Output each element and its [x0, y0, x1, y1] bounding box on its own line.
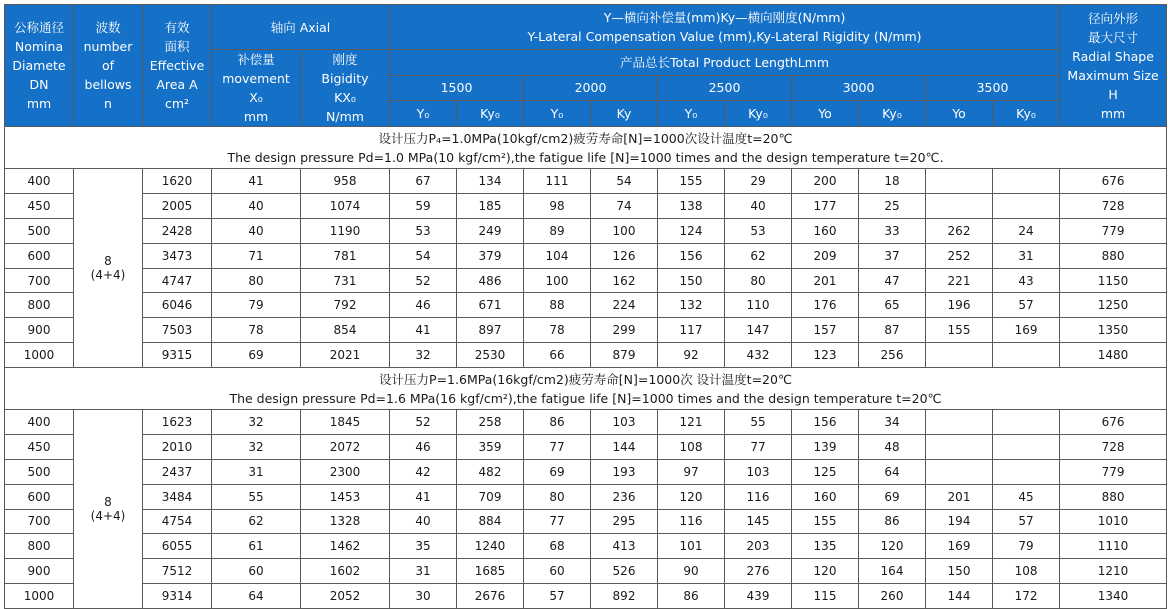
header-area: 有效 面积 Effective Area A cm²: [143, 5, 212, 127]
table-cell: 676: [1060, 410, 1167, 435]
table-cell: 792: [301, 293, 390, 318]
table-cell: 79: [212, 293, 301, 318]
table-cell: 144: [591, 435, 658, 460]
table-cell: 150: [658, 268, 725, 293]
table-cell: 2437: [143, 459, 212, 484]
table-cell: 4747: [143, 268, 212, 293]
section-title-en: The design pressure Pd=1.6 MPa(16 kgf/cm²),the fatigue life [N]=1000 times and the design temperature t=20℃: [229, 390, 942, 406]
table-cell: 55: [212, 484, 301, 509]
table-cell: 1350: [1060, 318, 1167, 343]
table-cell: 2005: [143, 194, 212, 219]
table-cell: 172: [993, 584, 1060, 609]
table-cell: 30: [390, 584, 457, 609]
table-cell: 25: [859, 194, 926, 219]
table-cell: 77: [524, 435, 591, 460]
table-cell: 249: [457, 219, 524, 244]
table-cell: 135: [792, 534, 859, 559]
table-cell: 1328: [301, 509, 390, 534]
table-cell: 79: [993, 534, 1060, 559]
table-cell: 123: [792, 343, 859, 368]
bellows-count-line: (4+4): [90, 268, 126, 283]
table-cell: 67: [390, 169, 457, 194]
header-length-2500: 2500: [658, 75, 792, 101]
table-cell: 124: [658, 219, 725, 244]
table-cell: 1110: [1060, 534, 1167, 559]
table-cell: 486: [457, 268, 524, 293]
table-cell: 120: [859, 534, 926, 559]
table-cell: 54: [591, 169, 658, 194]
table-cell: 897: [457, 318, 524, 343]
table-cell: 2052: [301, 584, 390, 609]
table-cell: 854: [301, 318, 390, 343]
table-cell: 65: [859, 293, 926, 318]
table-cell: 256: [859, 343, 926, 368]
table-cell: 482: [457, 459, 524, 484]
table-cell: 1000: [5, 343, 74, 368]
table-cell: 89: [524, 219, 591, 244]
table-cell: 80: [212, 268, 301, 293]
table-row: [5, 268, 1167, 293]
table-cell: 126: [591, 243, 658, 268]
table-cell: 958: [301, 169, 390, 194]
header-subcol: Yo: [926, 101, 993, 127]
table-cell: 700: [5, 268, 74, 293]
table-cell: 121: [658, 410, 725, 435]
table-cell: 221: [926, 268, 993, 293]
table-row: [5, 169, 1167, 194]
header-axial: 轴向 Axial: [212, 5, 390, 50]
table-cell: 185: [457, 194, 524, 219]
table-cell: 32: [212, 435, 301, 460]
table-cell: [993, 410, 1060, 435]
table-cell: 2676: [457, 584, 524, 609]
table-cell: 90: [658, 559, 725, 584]
table-cell: 100: [591, 219, 658, 244]
table-cell: 1845: [301, 410, 390, 435]
table-cell: 57: [993, 293, 1060, 318]
table-cell: 177: [792, 194, 859, 219]
table-cell: 1074: [301, 194, 390, 219]
table-cell: 450: [5, 435, 74, 460]
table-cell: 86: [658, 584, 725, 609]
table-cell: 196: [926, 293, 993, 318]
table-cell: 781: [301, 243, 390, 268]
table-cell: 71: [212, 243, 301, 268]
table-cell: 40: [212, 219, 301, 244]
table-cell: 194: [926, 509, 993, 534]
section-title-en: The design pressure Pd=1.0 MPa(10 kgf/cm²),the fatigue life [N]=1000 times and the design temperature t=20℃.: [227, 149, 944, 165]
table-cell: [926, 435, 993, 460]
table-cell: 32: [390, 343, 457, 368]
table-cell: 884: [457, 509, 524, 534]
table-cell: 68: [524, 534, 591, 559]
table-cell: 157: [792, 318, 859, 343]
table-cell: 120: [792, 559, 859, 584]
table-cell: 139: [792, 435, 859, 460]
table-cell: 779: [1060, 219, 1167, 244]
table-cell: 155: [926, 318, 993, 343]
table-cell: 62: [725, 243, 792, 268]
header-subcol: Y₀: [524, 101, 591, 127]
table-cell: [926, 343, 993, 368]
table-cell: 60: [212, 559, 301, 584]
table-cell: 176: [792, 293, 859, 318]
header-lateral: Y—横向补偿量(mm)Ky—横向刚度(N/mm) Y-Lateral Compensation Value (mm),Ky-Lateral Rigidity (N/mm): [390, 5, 1060, 50]
table-cell: 236: [591, 484, 658, 509]
table-cell: 439: [725, 584, 792, 609]
header-subcol: Y₀: [390, 101, 457, 127]
table-cell: 134: [457, 169, 524, 194]
section-title-cn: 设计压力P₄=1.0MPa(10kgf/cm2)疲劳寿命[N]=1000次设计温度t=20℃: [378, 130, 793, 146]
table-cell: 80: [524, 484, 591, 509]
bellows-count-line: 8: [104, 254, 112, 269]
table-row: [5, 534, 1167, 559]
header-length-3500: 3500: [926, 75, 1060, 101]
table-cell: 450: [5, 194, 74, 219]
table-body: [5, 127, 1167, 609]
table-cell: 80: [725, 268, 792, 293]
table-cell: 120: [658, 484, 725, 509]
table-cell: 64: [859, 459, 926, 484]
table-cell: 117: [658, 318, 725, 343]
table-cell: 108: [993, 559, 1060, 584]
table-cell: 1340: [1060, 584, 1167, 609]
table-cell: 1000: [5, 584, 74, 609]
table-cell: 40: [390, 509, 457, 534]
table-cell: 77: [725, 435, 792, 460]
table-cell: 201: [926, 484, 993, 509]
table-cell: 2530: [457, 343, 524, 368]
table-cell: 29: [725, 169, 792, 194]
table-cell: 53: [725, 219, 792, 244]
table-cell: 160: [792, 484, 859, 509]
table-cell: 1250: [1060, 293, 1167, 318]
table-cell: 86: [859, 509, 926, 534]
table-cell: 31: [993, 243, 1060, 268]
table-cell: 2010: [143, 435, 212, 460]
header-subcol: Ky₀: [859, 101, 926, 127]
table-cell: 104: [524, 243, 591, 268]
table-cell: 258: [457, 410, 524, 435]
table-cell: 1240: [457, 534, 524, 559]
table-cell: 7503: [143, 318, 212, 343]
bellows-count-line: 8: [104, 495, 112, 510]
table-cell: 276: [725, 559, 792, 584]
section-title-row: [5, 127, 1167, 169]
table-cell: 125: [792, 459, 859, 484]
header-dn: 公称通径 Nomina Diamete DN mm: [5, 5, 74, 127]
table-cell: 87: [859, 318, 926, 343]
table-cell: 54: [390, 243, 457, 268]
table-row: [5, 410, 1167, 435]
table-cell: 59: [390, 194, 457, 219]
table-cell: 111: [524, 169, 591, 194]
table-cell: 132: [658, 293, 725, 318]
table-row: [5, 194, 1167, 219]
table-cell: 1620: [143, 169, 212, 194]
header-length-title: 产品总长Total Product LengthLmm: [390, 50, 1060, 76]
table-cell: 201: [792, 268, 859, 293]
table-cell: 138: [658, 194, 725, 219]
table-cell: 671: [457, 293, 524, 318]
table-cell: [926, 194, 993, 219]
bellows-count-cell: [74, 410, 143, 609]
bellows-count-line: (4+4): [90, 509, 126, 524]
table-cell: 31: [212, 459, 301, 484]
table-cell: 64: [212, 584, 301, 609]
table-cell: 62: [212, 509, 301, 534]
table-row: [5, 584, 1167, 609]
table-cell: 800: [5, 534, 74, 559]
table-row: [5, 219, 1167, 244]
bellows-spec-table: [4, 4, 1167, 609]
table-cell: 66: [524, 343, 591, 368]
table-cell: 9314: [143, 584, 212, 609]
table-cell: 69: [212, 343, 301, 368]
table-cell: 40: [725, 194, 792, 219]
table-cell: 1685: [457, 559, 524, 584]
table-cell: 600: [5, 243, 74, 268]
table-cell: 46: [390, 435, 457, 460]
table-cell: 31: [390, 559, 457, 584]
table-cell: [993, 459, 1060, 484]
table-cell: 2300: [301, 459, 390, 484]
table-cell: 24: [993, 219, 1060, 244]
table-cell: 193: [591, 459, 658, 484]
table-cell: 162: [591, 268, 658, 293]
table-cell: 98: [524, 194, 591, 219]
table-cell: 37: [859, 243, 926, 268]
table-cell: 103: [725, 459, 792, 484]
table-cell: [993, 194, 1060, 219]
table-cell: [993, 169, 1060, 194]
table-cell: 728: [1060, 435, 1167, 460]
table-cell: 600: [5, 484, 74, 509]
table-cell: 41: [390, 484, 457, 509]
table-cell: 40: [212, 194, 301, 219]
table-cell: 150: [926, 559, 993, 584]
table-cell: 299: [591, 318, 658, 343]
table-row: [5, 243, 1167, 268]
table-cell: 800: [5, 293, 74, 318]
table-cell: 2428: [143, 219, 212, 244]
table-cell: 262: [926, 219, 993, 244]
table-cell: 413: [591, 534, 658, 559]
table-cell: 57: [993, 509, 1060, 534]
table-cell: 700: [5, 509, 74, 534]
table-cell: 34: [859, 410, 926, 435]
table-cell: 145: [725, 509, 792, 534]
header-subcol: Ky₀: [457, 101, 524, 127]
table-cell: 1010: [1060, 509, 1167, 534]
table-cell: 116: [658, 509, 725, 534]
header-radial: 径向外形 最大尺寸 Radial Shape Maximum Size H mm: [1060, 5, 1167, 127]
table-cell: 260: [859, 584, 926, 609]
table-cell: 155: [658, 169, 725, 194]
table-cell: 3484: [143, 484, 212, 509]
table-cell: 33: [859, 219, 926, 244]
header-length-3000: 3000: [792, 75, 926, 101]
section-title-row: [5, 367, 1167, 409]
table-cell: 156: [658, 243, 725, 268]
table-cell: 55: [725, 410, 792, 435]
table-cell: 156: [792, 410, 859, 435]
table-cell: 728: [1060, 194, 1167, 219]
table-cell: 35: [390, 534, 457, 559]
table-cell: 18: [859, 169, 926, 194]
header-subcol: Ky: [591, 101, 658, 127]
table-row: [5, 559, 1167, 584]
header-subcol: Ky₀: [993, 101, 1060, 127]
table-cell: 45: [993, 484, 1060, 509]
table-cell: [993, 435, 1060, 460]
table-cell: 7512: [143, 559, 212, 584]
table-cell: 78: [212, 318, 301, 343]
table-cell: 359: [457, 435, 524, 460]
table-cell: [926, 410, 993, 435]
table-cell: [993, 343, 1060, 368]
table-cell: 53: [390, 219, 457, 244]
table-cell: 676: [1060, 169, 1167, 194]
section-title-cn: 设计压力P=1.6MPa(16kgf/cm2)疲劳寿命[N]=1000次 设计温度t=20℃: [379, 371, 792, 387]
table-cell: 97: [658, 459, 725, 484]
table-cell: 88: [524, 293, 591, 318]
table-cell: 61: [212, 534, 301, 559]
table-cell: 779: [1060, 459, 1167, 484]
table-row: [5, 293, 1167, 318]
table-cell: 400: [5, 169, 74, 194]
table-cell: [926, 459, 993, 484]
table-cell: 169: [926, 534, 993, 559]
table-cell: 880: [1060, 484, 1167, 509]
table-cell: 879: [591, 343, 658, 368]
table-cell: 52: [390, 410, 457, 435]
header-subcol: Ky₀: [725, 101, 792, 127]
table-cell: 144: [926, 584, 993, 609]
table-cell: 200: [792, 169, 859, 194]
table-cell: 709: [457, 484, 524, 509]
header-length-2000: 2000: [524, 75, 658, 101]
table-cell: 203: [725, 534, 792, 559]
table-header: [5, 5, 1167, 127]
table-cell: 169: [993, 318, 1060, 343]
table-row: [5, 459, 1167, 484]
table-row: [5, 318, 1167, 343]
table-cell: 48: [859, 435, 926, 460]
table-row: [5, 343, 1167, 368]
table-cell: 46: [390, 293, 457, 318]
table-cell: 110: [725, 293, 792, 318]
header-movement: 补偿量 movement X₀ mm: [212, 50, 301, 127]
table-cell: 400: [5, 410, 74, 435]
table-cell: 1602: [301, 559, 390, 584]
table-cell: 1210: [1060, 559, 1167, 584]
table-row: [5, 435, 1167, 460]
table-cell: 42: [390, 459, 457, 484]
table-cell: 43: [993, 268, 1060, 293]
table-cell: 108: [658, 435, 725, 460]
table-cell: 295: [591, 509, 658, 534]
table-cell: 731: [301, 268, 390, 293]
table-cell: 2072: [301, 435, 390, 460]
table-cell: 86: [524, 410, 591, 435]
table-cell: 1190: [301, 219, 390, 244]
table-cell: 60: [524, 559, 591, 584]
header-rigidity: 刚度 Bigidity KX₀ N/mm: [301, 50, 390, 127]
table-row: [5, 484, 1167, 509]
table-cell: 101: [658, 534, 725, 559]
table-cell: 69: [859, 484, 926, 509]
table-cell: 1462: [301, 534, 390, 559]
table-cell: 92: [658, 343, 725, 368]
header-bellows: 波数 number of bellows n: [74, 5, 143, 127]
table-cell: 155: [792, 509, 859, 534]
table-cell: 379: [457, 243, 524, 268]
table-cell: 432: [725, 343, 792, 368]
table-cell: 103: [591, 410, 658, 435]
table-cell: 78: [524, 318, 591, 343]
table-row: [5, 509, 1167, 534]
table-cell: 32: [212, 410, 301, 435]
table-cell: 52: [390, 268, 457, 293]
table-cell: 9315: [143, 343, 212, 368]
table-cell: 115: [792, 584, 859, 609]
table-cell: 69: [524, 459, 591, 484]
header-subcol: Yo: [792, 101, 859, 127]
table-cell: 41: [212, 169, 301, 194]
table-cell: 209: [792, 243, 859, 268]
table-cell: 252: [926, 243, 993, 268]
table-cell: 6055: [143, 534, 212, 559]
section-title: [5, 127, 1167, 169]
header-length-1500: 1500: [390, 75, 524, 101]
table-cell: 900: [5, 318, 74, 343]
table-cell: 1150: [1060, 268, 1167, 293]
table-cell: 500: [5, 459, 74, 484]
section-title: [5, 367, 1167, 409]
table-cell: 1623: [143, 410, 212, 435]
table-cell: 57: [524, 584, 591, 609]
table-cell: 77: [524, 509, 591, 534]
table-cell: 47: [859, 268, 926, 293]
table-cell: 164: [859, 559, 926, 584]
table-cell: 900: [5, 559, 74, 584]
table-cell: 74: [591, 194, 658, 219]
table-cell: [926, 169, 993, 194]
table-cell: 100: [524, 268, 591, 293]
table-cell: 1480: [1060, 343, 1167, 368]
table-cell: 41: [390, 318, 457, 343]
table-cell: 6046: [143, 293, 212, 318]
table-cell: 4754: [143, 509, 212, 534]
table-cell: 892: [591, 584, 658, 609]
table-cell: 160: [792, 219, 859, 244]
table-cell: 3473: [143, 243, 212, 268]
table-cell: 1453: [301, 484, 390, 509]
table-cell: 526: [591, 559, 658, 584]
table-cell: 2021: [301, 343, 390, 368]
table-cell: 224: [591, 293, 658, 318]
bellows-count-cell: [74, 169, 143, 368]
table-cell: 880: [1060, 243, 1167, 268]
header-subcol: Y₀: [658, 101, 725, 127]
table-cell: 147: [725, 318, 792, 343]
table-cell: 116: [725, 484, 792, 509]
table-cell: 500: [5, 219, 74, 244]
